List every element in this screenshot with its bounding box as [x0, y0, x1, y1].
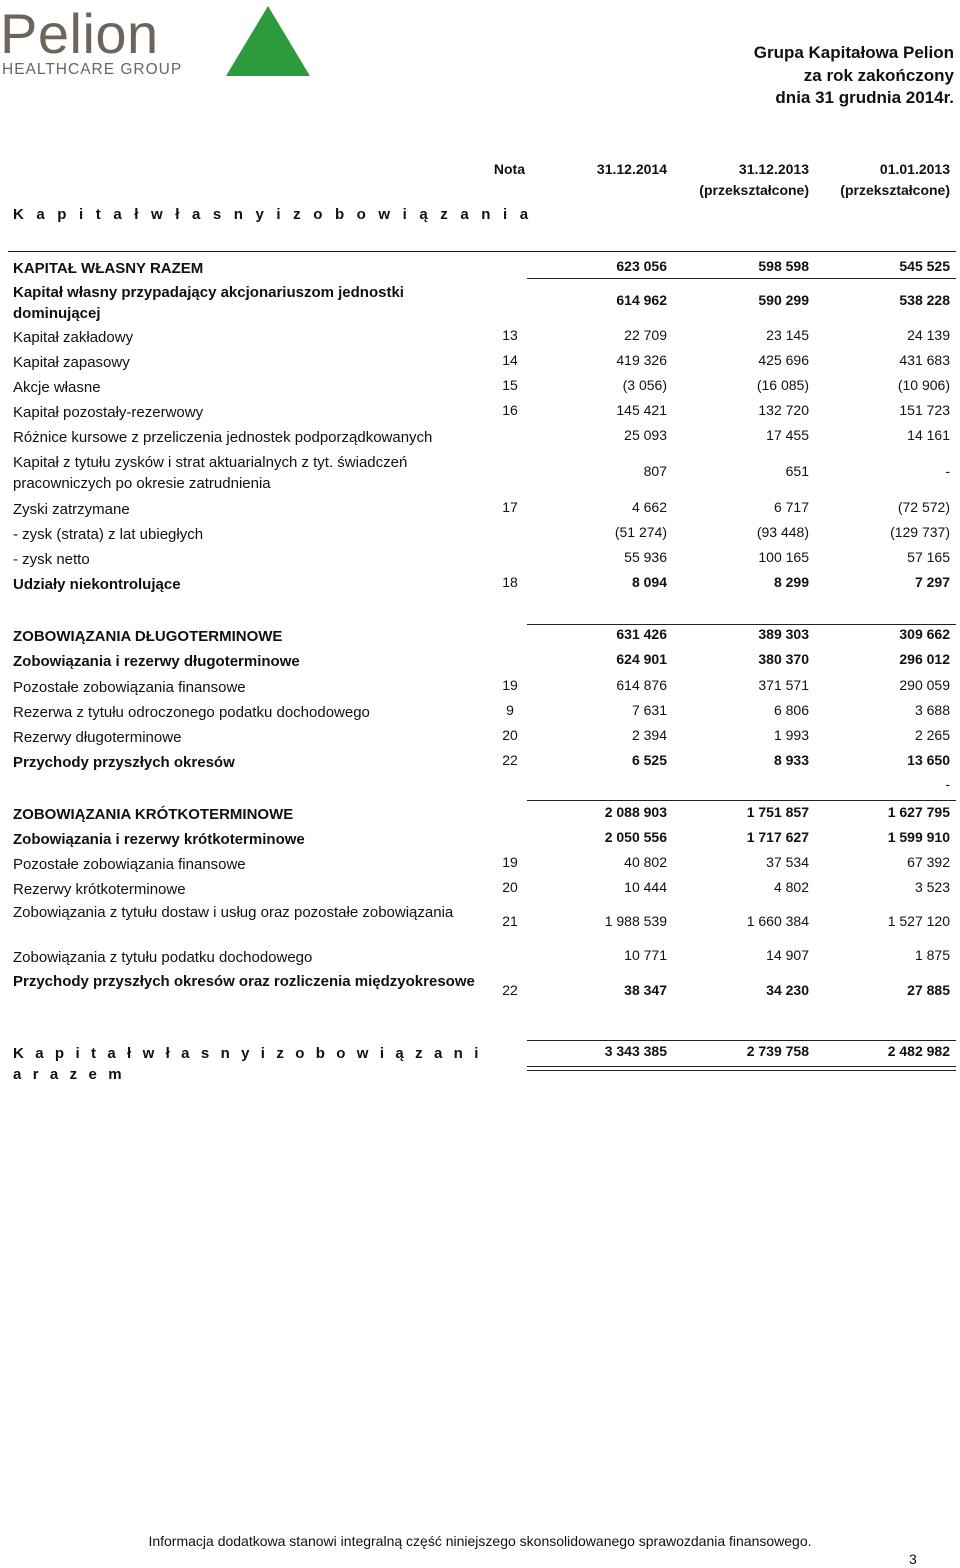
row-value-v3: 67 392 [907, 854, 950, 870]
row-value-v2: (93 448) [756, 524, 809, 540]
row-value-v2: 651 [785, 463, 809, 479]
row-value-v3: 24 139 [907, 327, 950, 343]
column-header-nota: Nota [493, 161, 525, 177]
row-value-v2: 14 907 [766, 947, 809, 963]
row-value-v3: 2 482 982 [887, 1043, 950, 1059]
row-value-v3: 14 161 [907, 427, 950, 443]
row-value-v3: 1 527 120 [887, 913, 950, 929]
stray-dash: - [945, 776, 950, 792]
row-label: Kapitał z tytułu zysków i strat aktuarialnych z tyt. świadczeń pracowniczych po okresie zatrudnienia [13, 454, 408, 492]
row-value-v1: 807 [643, 463, 667, 479]
row-value-v1: 2 050 556 [604, 829, 667, 845]
row-value-v1: 22 709 [624, 327, 667, 343]
row-value-v1: 419 326 [616, 352, 667, 368]
row-value-v2: 132 720 [758, 402, 809, 418]
section-title: K a p i t a ł w ł a s n y i z o b o w i ą z a n i a [13, 206, 533, 223]
row-label: Pozostałe zobowiązania finansowe [13, 679, 246, 696]
row-nota: 14 [502, 352, 518, 368]
row-value-v1: 8 094 [631, 574, 667, 590]
subtotal-line [527, 278, 956, 279]
row-value-v3: 57 165 [907, 549, 950, 565]
row-label: Kapitał własny przypadający akcjonariuszom jednostki dominującej [13, 284, 404, 322]
row-nota: 9 [506, 702, 514, 718]
row-value-v1: 2 394 [631, 727, 667, 743]
row-label: Kapitał zapasowy [13, 354, 130, 371]
report-title-line1: Grupa Kapitałowa Pelion [753, 43, 954, 62]
row-value-v2: 389 303 [758, 626, 809, 642]
row-value-v1: 25 093 [624, 427, 667, 443]
row-value-v2: 380 370 [758, 651, 809, 667]
row-value-v3: 538 228 [899, 292, 950, 308]
report-title-line2: za rok zakończony [803, 65, 954, 85]
row-value-v3: (10 906) [897, 377, 950, 393]
row-label: Rezerwy długoterminowe [13, 729, 182, 746]
row-value-v2: 1 993 [773, 727, 809, 743]
row-nota: 13 [502, 327, 518, 343]
grand-total-double-line [527, 1066, 956, 1071]
row-value-v1: 4 662 [631, 499, 667, 515]
subtotal-line [527, 251, 956, 252]
logo-wordmark: Pelion [0, 2, 159, 65]
row-value-v2: 1 660 384 [746, 913, 809, 929]
row-label: Różnice kursowe z przeliczenia jednostek podporządkowanych [13, 429, 433, 446]
row-nota: 20 [502, 727, 518, 743]
row-value-v3: 1 875 [914, 947, 950, 963]
row-value-v3: 7 297 [914, 574, 950, 590]
row-label: Przychody przyszłych okresów [13, 754, 235, 771]
row-value-v2: 1 717 627 [746, 829, 809, 845]
row-value-v2: 8 299 [773, 574, 809, 590]
column-header-2013-date: 31.12.2013 [738, 161, 809, 177]
row-value-v1: 3 343 385 [604, 1043, 667, 1059]
row-label: Rezerwy krótkoterminowe [13, 881, 186, 898]
row-value-v1: (3 056) [622, 377, 667, 393]
row-value-v1: 1 988 539 [604, 913, 667, 929]
row-nota: 22 [502, 752, 518, 768]
subtotal-line [527, 624, 956, 625]
row-value-v1: 40 802 [624, 854, 667, 870]
row-value-v2: 6 717 [773, 499, 809, 515]
row-value-v2: 2 739 758 [746, 1043, 809, 1059]
row-label: Kapitał pozostały-rezerwowy [13, 404, 204, 421]
row-value-v1: 55 936 [624, 549, 667, 565]
row-value-v3: 3 688 [914, 702, 950, 718]
row-value-v1: 614 876 [616, 677, 667, 693]
column-header-2013-note: (przekształcone) [699, 182, 809, 198]
row-value-v1: 10 444 [624, 879, 667, 895]
row-label: Pozostałe zobowiązania finansowe [13, 856, 246, 873]
row-label: Zobowiązania z tytułu podatku dochodowego [13, 949, 313, 966]
row-label: Rezerwa z tytułu odroczonego podatku dochodowego [13, 704, 370, 721]
row-value-v2: 37 534 [766, 854, 809, 870]
row-value-v1: 38 347 [624, 982, 667, 998]
row-label: Kapitał zakładowy [13, 329, 134, 346]
row-value-v3: 13 650 [907, 752, 950, 768]
row-value-v3: 151 723 [899, 402, 950, 418]
row-value-v3: 27 885 [907, 982, 950, 998]
column-header-2013-opening-note: (przekształcone) [840, 182, 950, 198]
row-label: - zysk (strata) z lat ubiegłych [13, 526, 204, 543]
subtotal-line [527, 800, 956, 801]
row-value-v3: 1 599 910 [887, 829, 950, 845]
row-nota: 19 [502, 677, 518, 693]
row-value-v2: 4 802 [773, 879, 809, 895]
row-value-v3: - [945, 463, 950, 479]
row-nota: 15 [502, 377, 518, 393]
row-nota: 22 [502, 982, 518, 998]
row-value-v2: 1 751 857 [746, 804, 809, 820]
row-value-v3: 2 265 [914, 727, 950, 743]
row-value-v2: 6 806 [773, 702, 809, 718]
row-value-v1: 10 771 [624, 947, 667, 963]
column-header-2014: 31.12.2014 [596, 161, 667, 177]
row-value-v2: 100 165 [758, 549, 809, 565]
row-nota: 19 [502, 854, 518, 870]
row-nota: 16 [502, 402, 518, 418]
row-value-v3: 1 627 795 [887, 804, 950, 820]
row-nota: 18 [502, 574, 518, 590]
footer-note: Informacja dodatkowa stanowi integralną część niniejszego skonsolidowanego sprawozdania finansowego. [148, 1533, 812, 1549]
column-header-2013-opening [810, 159, 950, 201]
report-title-line3: dnia 31 grudnia 2014r. [775, 88, 954, 107]
row-value-v3: 3 523 [914, 879, 950, 895]
row-value-v1: 614 962 [616, 292, 667, 308]
row-value-v3: (129 737) [890, 524, 950, 540]
report-title [554, 42, 954, 110]
row-value-v3: 309 662 [899, 626, 950, 642]
row-nota: 20 [502, 879, 518, 895]
row-value-v1: (51 274) [614, 524, 667, 540]
row-value-v2: 425 696 [758, 352, 809, 368]
row-value-v2: 371 571 [758, 677, 809, 693]
logo-triangle-icon [226, 6, 310, 76]
row-label: ZOBOWIĄZANIA DŁUGOTERMINOWE [13, 628, 283, 645]
row-label: ZOBOWIĄZANIA KRÓTKOTERMINOWE [13, 806, 294, 823]
row-value-v1: 145 421 [616, 402, 667, 418]
row-value-v3: 545 525 [899, 258, 950, 274]
row-value-v3: (72 572) [897, 499, 950, 515]
row-nota: 21 [502, 913, 518, 929]
column-header-2013 [669, 159, 809, 201]
row-label: - zysk netto [13, 551, 90, 568]
row-value-v3: 431 683 [899, 352, 950, 368]
row-value-v1: 631 426 [616, 626, 667, 642]
pelion-logo [0, 2, 320, 86]
page-number: 3 [909, 1551, 917, 1567]
row-label: Udziały niekontrolujące [13, 576, 181, 593]
logo-tagline: HEALTHCARE GROUP [2, 61, 183, 78]
row-value-v1: 623 056 [616, 258, 667, 274]
row-label: K a p i t a ł w ł a s n y i z o b o w i ą z a n i a r a z e m [13, 1045, 482, 1083]
row-label: Akcje własne [13, 379, 101, 396]
row-value-v1: 7 631 [631, 702, 667, 718]
row-label: KAPITAŁ WŁASNY RAZEM [13, 260, 204, 277]
row-label: Zobowiązania i rezerwy długoterminowe [13, 653, 300, 670]
row-label: Zobowiązania i rezerwy krótkoterminowe [13, 831, 305, 848]
row-value-v2: 590 299 [758, 292, 809, 308]
subtotal-line [527, 1040, 956, 1041]
row-nota: 17 [502, 499, 518, 515]
row-value-v1: 6 525 [631, 752, 667, 768]
row-value-v2: 17 455 [766, 427, 809, 443]
row-label: Zobowiązania z tytułu dostaw i usług oraz pozostałe zobowiązania [13, 904, 454, 921]
row-label: Przychody przyszłych okresów oraz rozliczenia międzyokresowe [13, 973, 475, 990]
row-value-v2: (16 085) [756, 377, 809, 393]
row-value-v1: 624 901 [616, 651, 667, 667]
row-value-v2: 23 145 [766, 327, 809, 343]
row-label: Zyski zatrzymane [13, 501, 130, 518]
row-value-v2: 8 933 [773, 752, 809, 768]
row-value-v1: 2 088 903 [604, 804, 667, 820]
row-value-v3: 296 012 [899, 651, 950, 667]
row-value-v2: 598 598 [758, 258, 809, 274]
column-header-2013-opening-date: 01.01.2013 [879, 161, 950, 177]
row-value-v3: 290 059 [899, 677, 950, 693]
row-value-v2: 34 230 [766, 982, 809, 998]
